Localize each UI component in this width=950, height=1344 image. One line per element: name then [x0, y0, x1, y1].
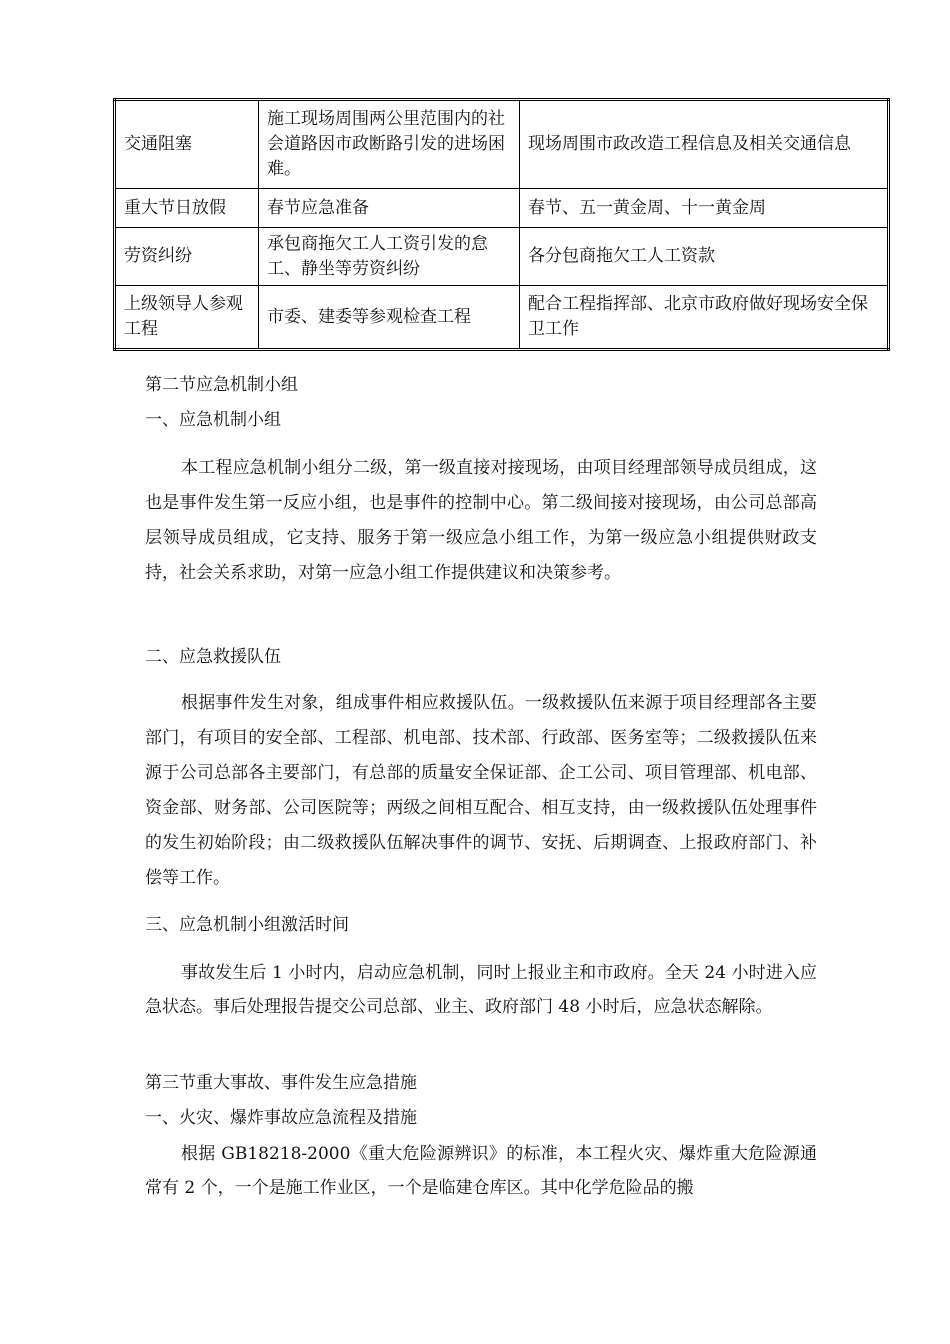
- table-cell-event: 施工现场周围两公里范围内的社会道路因市政断路引发的进场困难。: [259, 100, 520, 189]
- table-cell-category: 交通阻塞: [115, 100, 259, 189]
- table-cell-measure: 春节、五一黄金周、十一黄金周: [520, 189, 889, 228]
- section-heading: 二、应急救援队伍: [145, 647, 281, 667]
- section-heading: 一、应急机制小组: [145, 410, 281, 430]
- table-cell-category: 重大节日放假: [115, 189, 259, 228]
- table-cell-event: 承包商拖欠工人工资引发的怠工、静坐等劳资纠纷: [259, 228, 520, 286]
- table-cell-measure: 各分包商拖欠工人工资款: [520, 228, 889, 286]
- table-row: [115, 189, 889, 228]
- body-paragraph: 事故发生后 1 小时内，启动应急机制，同时上报业主和市政府。全天 24 小时进入应急状态。事后处理报告提交公司总部、业主、政府部门 48 小时后，应急状态解除。: [145, 963, 817, 1017]
- table-cell-event: 春节应急准备: [259, 189, 520, 228]
- emergency-risk-table: [113, 98, 890, 351]
- body-paragraph: 根据 GB18218-2000《重大危险源辨识》的标准，本工程火灾、爆炸重大危险源通常有 2 个，一个是施工作业区，一个是临建仓库区。其中化学危险品的搬: [145, 1144, 817, 1198]
- body-paragraph: 本工程应急机制小组分二级，第一级直接对接现场，由项目经理部领导成员组成，这也是事件发生第一反应小组，也是事件的控制中心。第二级间接对接现场，由公司总部高层领导成员组成，它支持、服务于第一级应急小组工作，为第一级应急小组提供财政支持，社会关系求助，对第一应急小组工作提供建议和决策参考。: [145, 458, 817, 583]
- section-title: 第二节应急机制小组: [145, 375, 298, 395]
- table-row: [115, 286, 889, 350]
- table-row: [115, 228, 889, 286]
- table-row: [115, 100, 889, 189]
- table-cell-measure: 现场周围市政改造工程信息及相关交通信息: [520, 100, 889, 189]
- section-title: 第三节重大事故、事件发生应急措施: [145, 1073, 417, 1093]
- table-cell-event: 市委、建委等参观检查工程: [259, 286, 520, 350]
- body-paragraph: 根据事件发生对象，组成事件相应救援队伍。一级救援队伍来源于项目经理部各主要部门，有项目的安全部、工程部、机电部、技术部、行政部、医务室等；二级救援队伍来源于公司总部各主要部门，有总部的质量安全保证部、企工公司、项目管理部、机电部、资金部、财务部、公司医院等；两级之间相互配合、相互支持，由一级救援队伍处理事件的发生初始阶段；由二级救援队伍解决事件的调节、安抚、后期调查、上报政府部门、补偿等工作。: [145, 693, 817, 888]
- section-heading: 一、火灾、爆炸事故应急流程及措施: [145, 1108, 417, 1128]
- section-heading: 三、应急机制小组激活时间: [145, 915, 349, 935]
- table-cell-measure: 配合工程指挥部、北京市政府做好现场安全保卫工作: [520, 286, 889, 350]
- table-cell-category: 上级领导人参观工程: [115, 286, 259, 350]
- table-cell-category: 劳资纠纷: [115, 228, 259, 286]
